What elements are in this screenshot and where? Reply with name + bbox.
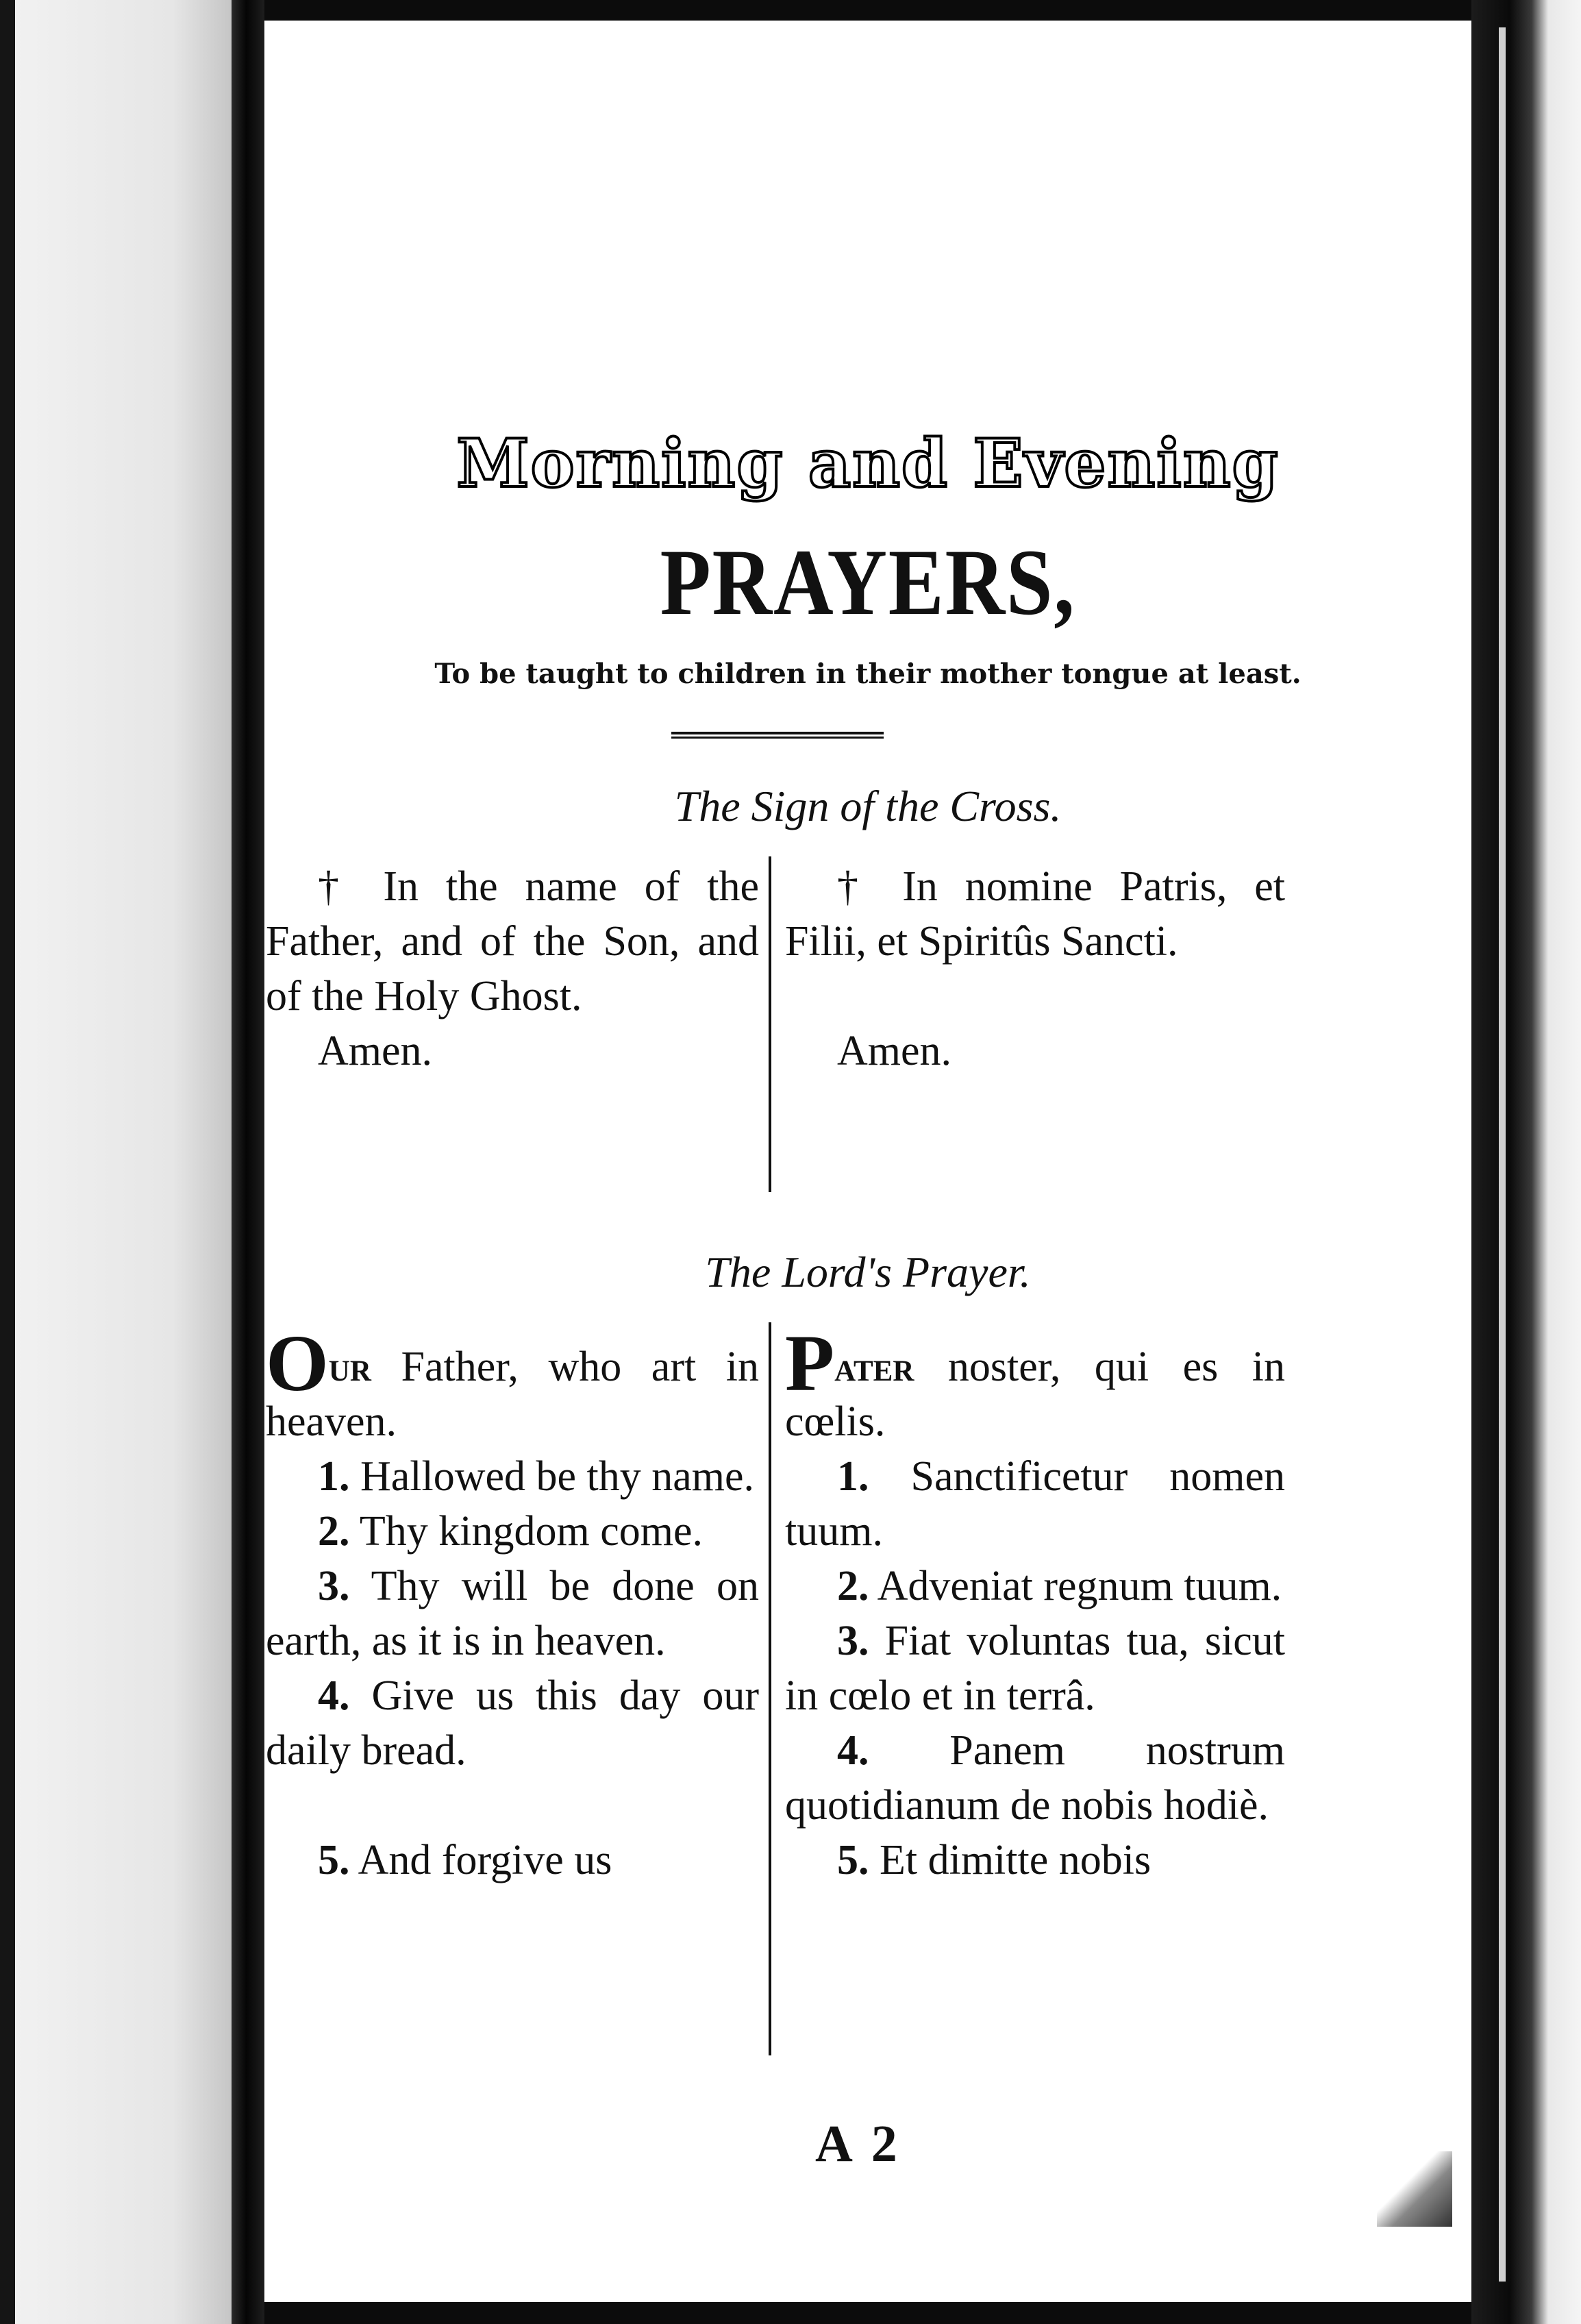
list-item [266, 1504, 759, 1559]
verse-text: Give us this day our daily bread. [266, 1672, 759, 1774]
verse-number: 1. [837, 1453, 869, 1500]
intro-text: Father, who art in heaven. [266, 1344, 759, 1445]
column-divider [769, 1322, 771, 2055]
list-item [266, 1833, 759, 1888]
lords-prayer-latin [785, 1318, 1285, 1888]
facing-page [0, 0, 247, 2324]
intro-text: noster, qui es in cœlis. [785, 1344, 1285, 1445]
heading-morning-evening: Morning and Evening [456, 425, 1280, 502]
sign-of-cross-latin-amen: Amen. [837, 1028, 952, 1074]
list-item [266, 1449, 759, 1504]
page-signature: A 2 [815, 2115, 901, 2173]
scan-top-border [264, 0, 1471, 21]
verse-number: 4. [318, 1672, 350, 1719]
drop-cap: P [785, 1318, 835, 1408]
heading-subtitle: To be taught to children in their mother tongue at least. [434, 658, 1302, 690]
book-gutter [232, 0, 264, 2324]
verse-number: 3. [318, 1563, 350, 1609]
sign-of-cross-english-amen: Amen. [318, 1028, 433, 1074]
verse-text: Fiat voluntas tua, sicut in cœlo et in terrâ. [785, 1618, 1285, 1719]
verse-number: 4. [837, 1727, 869, 1774]
page-edge-line [1499, 27, 1506, 2282]
verse-number: 2. [837, 1563, 869, 1609]
heading-prayers: PRAYERS, [660, 530, 1076, 634]
verse-text: And forgive us [349, 1837, 612, 1883]
book-page [264, 21, 1471, 2302]
small-caps-text: ater [834, 1344, 914, 1390]
section-title-lords-prayer: The Lord's Prayer. [705, 1248, 1031, 1296]
list-item [266, 1668, 759, 1778]
verse-text: Hallowed be thy name. [349, 1453, 755, 1500]
verse-number: 1. [318, 1453, 350, 1500]
sign-of-cross-english-text: † In the name of the Father, and of the Son, and of the Holy Ghost. [266, 863, 759, 1019]
column-divider [769, 856, 771, 1192]
list-item [266, 1559, 759, 1668]
scan-bottom-border [264, 2302, 1471, 2324]
list-item [785, 1614, 1285, 1723]
lords-prayer-latin-intro [785, 1318, 1285, 1449]
page-stack-edge [1471, 0, 1581, 2324]
title-divider [671, 732, 884, 739]
verse-number: 3. [837, 1618, 869, 1664]
list-item [785, 1833, 1285, 1888]
small-caps-text: ur [328, 1344, 371, 1390]
verse-text: Et dimitte nobis [869, 1837, 1151, 1883]
scan-left-border [0, 0, 15, 2324]
verse-text: Panem nostrum quotidianum de nobis hodiè. [785, 1727, 1285, 1829]
verse-number: 2. [318, 1508, 350, 1555]
verse-text: Thy will be done on earth, as it is in heaven. [266, 1563, 759, 1664]
list-item [785, 1449, 1285, 1559]
section-title-sign-of-cross: The Sign of the Cross. [674, 782, 1062, 830]
sign-of-cross-english [266, 859, 759, 1078]
lords-prayer-english-intro [266, 1318, 759, 1449]
list-item [785, 1559, 1285, 1614]
sign-of-cross-latin-text: † In nomine Patris, et Filii, et Spiritûs Sancti. [785, 863, 1285, 965]
verse-number: 5. [837, 1837, 869, 1883]
lords-prayer-english [266, 1318, 759, 1888]
verse-text: Thy kingdom come. [349, 1508, 703, 1555]
verse-text: Sanctificetur nomen tuum. [785, 1453, 1285, 1555]
page-corner-curl [1377, 2151, 1452, 2227]
sign-of-cross-latin [785, 859, 1285, 1078]
verse-text: Adveniat regnum tuum. [869, 1563, 1282, 1609]
drop-cap: O [266, 1318, 329, 1408]
verse-number: 5. [318, 1837, 350, 1883]
list-item [785, 1723, 1285, 1833]
